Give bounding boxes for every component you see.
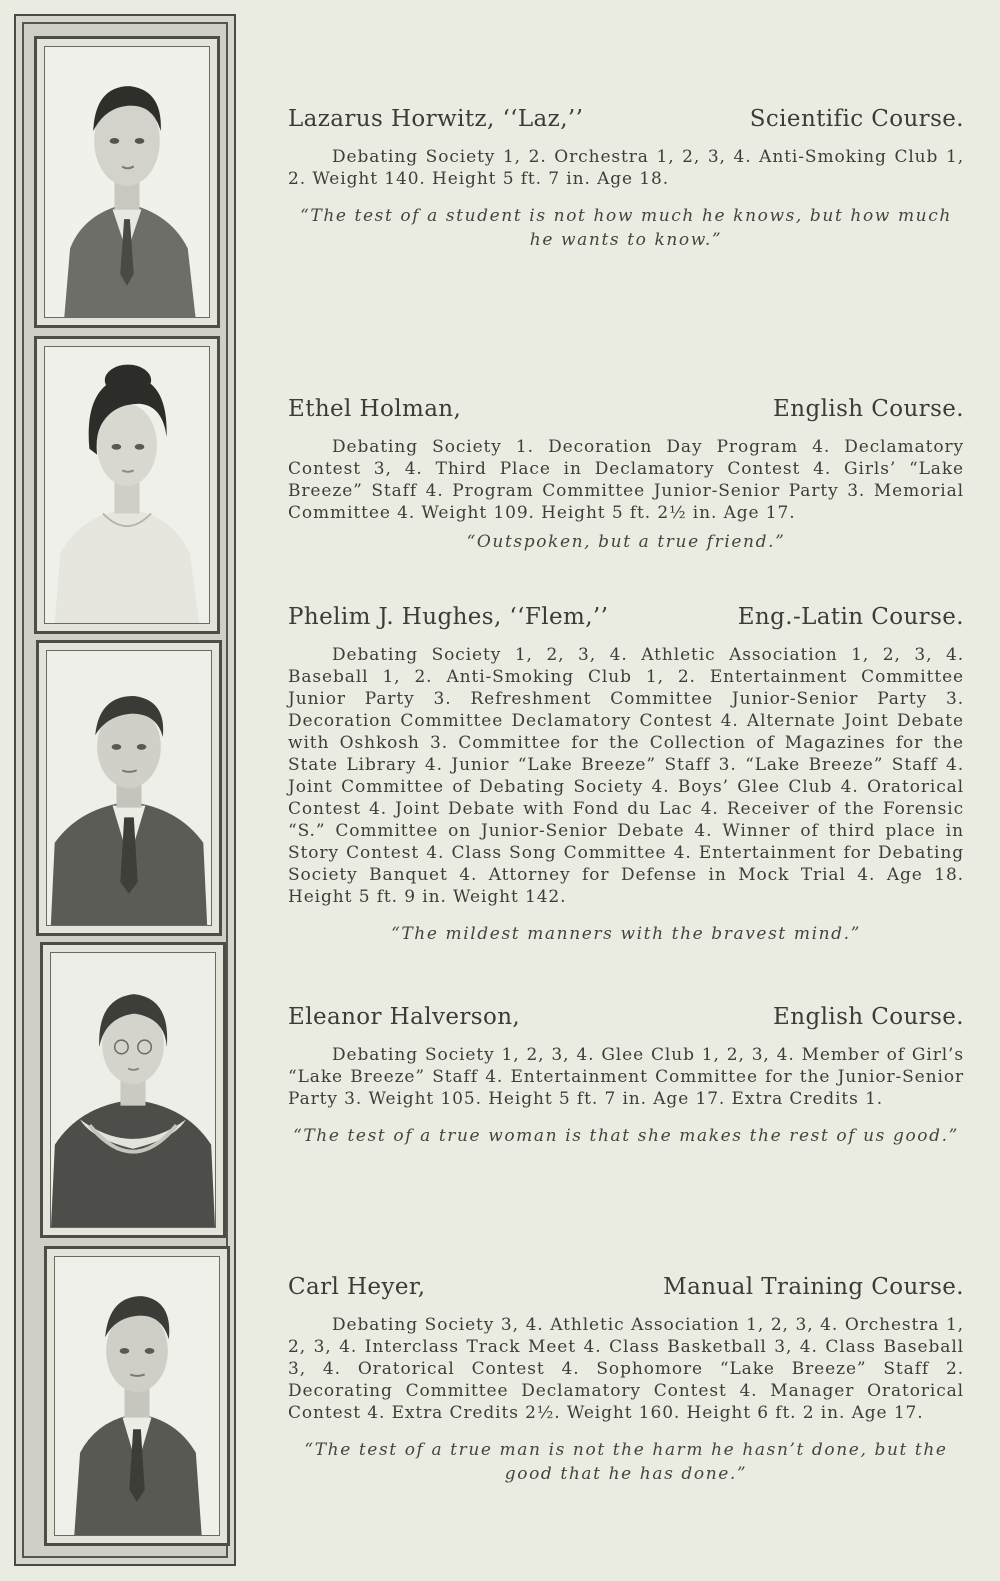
portrait-frame-hughes: [36, 640, 222, 936]
student-name: Eleanor Halverson,: [288, 1004, 521, 1030]
entry-header: [288, 396, 964, 422]
student-entry-hughes: [288, 604, 964, 946]
student-entry-heyer: [288, 1274, 964, 1486]
photo-strip: [14, 14, 236, 1566]
portrait-horwitz: [44, 46, 210, 318]
portrait-heyer: [54, 1256, 220, 1536]
portrait-heyer-image: [55, 1257, 219, 1535]
student-name: Phelim J. Hughes, ‘‘Flem,’’: [288, 604, 609, 630]
student-activities: Debating Society 1, 2, 3, 4. Glee Club 1, 2, 3, 4. Member of Girl’s “Lake Breeze” Staff 4. Entertainment Committee for the Junior-Senior Party 3. Weight 105. Height 5 ft. 7 in. Age 17. Extra Credits 1.: [288, 1045, 964, 1109]
portrait-holman-image: [45, 347, 209, 623]
student-activities: Debating Society 1. Decoration Day Program 4. Declamatory Contest 3, 4. Third Place in Declamatory Contest 4. Girls’ “Lake Breeze” Staff 4. Program Committee Junior-Senior Party 3. Memorial Committee 4. Weight 109. Height 5 ft. 2½ in. Age 17.: [288, 437, 964, 523]
student-activities: Debating Society 3, 4. Athletic Association 1, 2, 3, 4. Orchestra 1, 2, 3, 4. Interclass Track Meet 4. Class Basketball 3, 4. Class Baseball 3, 4. Oratorical Contest 4. Sophomore “Lake Breeze” Staff 2. Decorating Committee Declamatory Contest 4. Manager Oratorical Contest 4. Extra Credits 2½. Weight 160. Height 6 ft. 2 in. Age 17.: [288, 1315, 964, 1423]
entry-header: [288, 604, 964, 630]
student-quote: “The test of a true woman is that she makes the rest of us good.”: [293, 1126, 959, 1146]
portrait-frame-holman: [34, 336, 220, 634]
student-entry-halverson: [288, 1004, 964, 1148]
student-name: Carl Heyer,: [288, 1274, 426, 1300]
student-course: English Course.: [773, 1004, 964, 1030]
student-course: Eng.-Latin Course.: [737, 604, 964, 630]
student-quote: “Outspoken, but a true friend.”: [466, 532, 786, 552]
student-course: English Course.: [773, 396, 964, 422]
entry-header: [288, 106, 964, 132]
student-course: Manual Training Course.: [663, 1274, 964, 1300]
portrait-holman: [44, 346, 210, 624]
portrait-halverson: [50, 952, 216, 1228]
portrait-halverson-image: [51, 953, 215, 1227]
portrait-hughes-image: [47, 651, 211, 925]
student-quote: “The test of a true man is not the harm he hasn’t done, but the good that he has done.”: [304, 1440, 948, 1484]
student-quote: “The test of a student is not how much he knows, but how much he wants to know.”: [300, 206, 952, 250]
student-entry-horwitz: [288, 106, 964, 252]
student-course: Scientific Course.: [749, 106, 964, 132]
portrait-hughes: [46, 650, 212, 926]
student-entry-holman: [288, 396, 964, 554]
student-name: Ethel Holman,: [288, 396, 462, 422]
entry-header: [288, 1004, 964, 1030]
student-name: Lazarus Horwitz, ‘‘Laz,’’: [288, 106, 584, 132]
portrait-frame-horwitz: [34, 36, 220, 328]
entry-header: [288, 1274, 964, 1300]
portrait-horwitz-image: [45, 47, 209, 317]
student-quote: “The mildest manners with the bravest mind.”: [391, 924, 861, 944]
student-activities: Debating Society 1, 2, 3, 4. Athletic Association 1, 2, 3, 4. Baseball 1, 2. Anti-Smoking Club 1, 2. Entertainment Committee Junior Party 3. Refreshment Committee Junior-Senior Party 3. Decoration Committee Declamatory Contest 4. Alternate Joint Debate with Oshkosh 3. Committee for the Collection of Magazines for the State Library 4. Junior “Lake Breeze” Staff 3. “Lake Breeze” Staff 4. Joint Committee of Debating Society 4. Boys’ Glee Club 4. Oratorical Contest 4. Joint Debate with Fond du Lac 4. Receiver of the Forensic “S.” Committee on Junior-Senior Debate 4. Winner of third place in Story Contest 4. Class Song Committee 4. Entertainment for Debating Society Banquet 4. Attorney for Defense in Mock Trial 4. Age 18. Height 5 ft. 9 in. Weight 142.: [288, 645, 964, 907]
portrait-frame-heyer: [44, 1246, 230, 1546]
portrait-frame-halverson: [40, 942, 226, 1238]
photo-strip-inner: [22, 22, 228, 1558]
student-activities: Debating Society 1, 2. Orchestra 1, 2, 3, 4. Anti-Smoking Club 1, 2. Weight 140. Height 5 ft. 7 in. Age 18.: [288, 147, 964, 189]
